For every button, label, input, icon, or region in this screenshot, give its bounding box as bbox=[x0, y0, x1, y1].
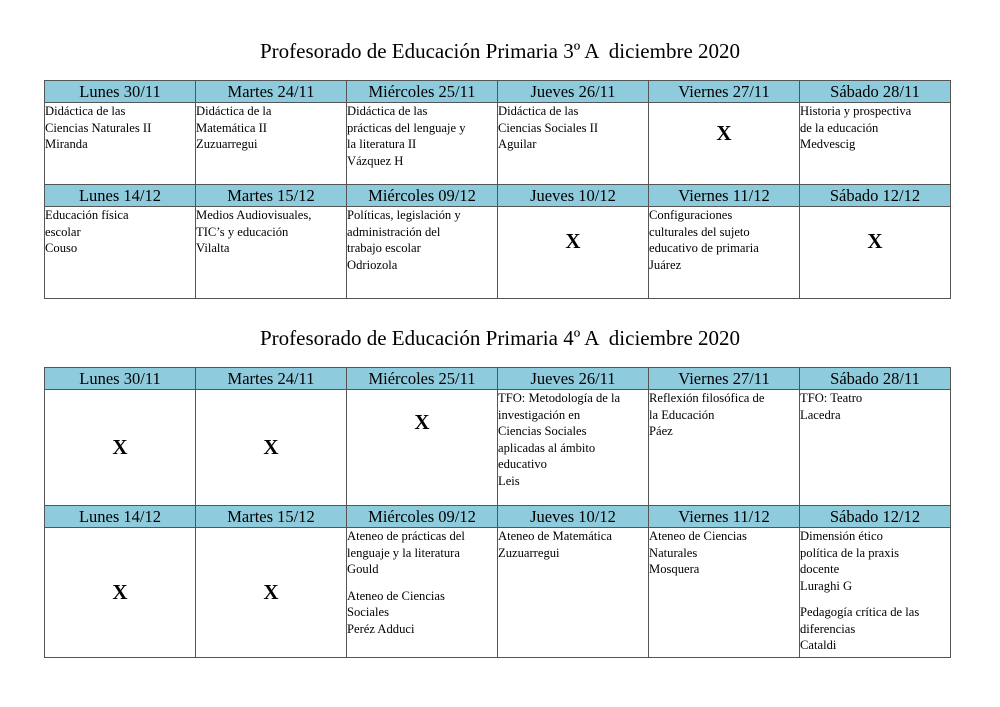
no-class-mark: X bbox=[45, 528, 196, 658]
class-text-line: Ateneo de Ciencias bbox=[649, 529, 747, 543]
class-text-line: aplicadas al ámbito bbox=[498, 440, 596, 455]
class-text-line: Gould bbox=[347, 562, 379, 576]
class-text-line: de la educación bbox=[800, 120, 879, 135]
spacer bbox=[347, 578, 497, 588]
class-text-line: TFO: Metodología de la bbox=[498, 391, 621, 405]
day-header: Viernes 11/12 bbox=[649, 185, 800, 207]
class-text-line: Medvescig bbox=[800, 137, 856, 151]
no-class-mark: X bbox=[800, 207, 951, 299]
class-text-line: Ciencias Naturales II bbox=[45, 120, 152, 135]
class-row bbox=[45, 207, 951, 299]
day-header: Martes 24/11 bbox=[196, 81, 347, 103]
class-cell bbox=[45, 103, 196, 185]
class-text-line: TIC’s y educación bbox=[196, 224, 289, 239]
class-text-line: Didáctica de las bbox=[498, 104, 579, 118]
no-class-mark: X bbox=[649, 103, 800, 185]
class-text-line: Didáctica de las bbox=[45, 104, 126, 118]
day-header: Jueves 10/12 bbox=[498, 506, 649, 528]
class-text-line: trabajo escolar bbox=[347, 241, 421, 255]
day-header-row bbox=[45, 81, 951, 103]
class-text-line: Didáctica de las bbox=[347, 104, 428, 118]
schedule-table-4a bbox=[44, 367, 951, 658]
class-text-line: Ciencias Sociales II bbox=[498, 120, 599, 135]
day-header: Jueves 10/12 bbox=[498, 185, 649, 207]
class-text-line: educativo bbox=[498, 457, 547, 471]
class-text-line: Medios Audiovisuales, bbox=[196, 208, 312, 222]
class-text-line: Sociales bbox=[347, 605, 389, 619]
day-header: Martes 24/11 bbox=[196, 368, 347, 390]
day-header-row bbox=[45, 506, 951, 528]
class-text-line: culturales del sujeto bbox=[649, 224, 750, 239]
class-text-line: Miranda bbox=[45, 137, 88, 151]
class-row bbox=[45, 103, 951, 185]
class-text-line: Matemática II bbox=[196, 120, 267, 135]
day-header: Viernes 11/12 bbox=[649, 506, 800, 528]
day-header: Lunes 30/11 bbox=[45, 81, 196, 103]
class-text-line: Couso bbox=[45, 241, 78, 255]
class-cell bbox=[498, 103, 649, 185]
day-header: Sábado 12/12 bbox=[800, 506, 951, 528]
no-class-mark: X bbox=[498, 207, 649, 299]
day-header: Lunes 14/12 bbox=[45, 506, 196, 528]
class-cell bbox=[649, 207, 800, 299]
no-class-mark: X bbox=[45, 390, 196, 506]
class-cell bbox=[498, 528, 649, 658]
schedule-title-3a: Profesorado de Educación Primaria 3º A diciembre 2020 bbox=[259, 39, 741, 63]
class-text-line: Educación física bbox=[45, 208, 129, 222]
no-class-mark: X bbox=[196, 528, 347, 658]
schedule-table-3a bbox=[44, 80, 951, 299]
day-header: Sábado 28/11 bbox=[800, 368, 951, 390]
class-text-line: Dimensión ético bbox=[800, 529, 883, 543]
class-text-line: Ateneo de Matemática bbox=[498, 529, 612, 543]
class-text-line: educativo de primaria bbox=[649, 241, 759, 255]
day-header: Martes 15/12 bbox=[196, 506, 347, 528]
no-class-mark: X bbox=[196, 390, 347, 506]
day-header: Miércoles 09/12 bbox=[347, 506, 498, 528]
class-cell bbox=[800, 528, 951, 658]
class-cell bbox=[347, 103, 498, 185]
class-text-line: docente bbox=[800, 562, 840, 576]
class-text-line: diferencias bbox=[800, 621, 856, 636]
class-text-line: política de la praxis bbox=[800, 545, 899, 560]
class-text-line: Cataldi bbox=[800, 638, 837, 652]
class-text-line: Odriozola bbox=[347, 257, 398, 272]
class-text-line: Zuzuarregui bbox=[196, 137, 258, 151]
class-text-line: Naturales bbox=[649, 545, 698, 560]
day-header: Viernes 27/11 bbox=[649, 368, 800, 390]
class-cell bbox=[347, 528, 498, 658]
class-text-line: Políticas, legislación y bbox=[347, 208, 461, 222]
day-header-row bbox=[45, 368, 951, 390]
class-text-line: Aguilar bbox=[498, 137, 537, 151]
class-text-line: Ateneo de Ciencias bbox=[347, 588, 445, 603]
day-header: Sábado 28/11 bbox=[800, 81, 951, 103]
day-header: Jueves 26/11 bbox=[498, 81, 649, 103]
class-cell bbox=[800, 390, 951, 506]
schedule-title-4a: Profesorado de Educación Primaria 4º A diciembre 2020 bbox=[259, 326, 741, 350]
day-header: Miércoles 09/12 bbox=[347, 185, 498, 207]
day-header: Jueves 26/11 bbox=[498, 368, 649, 390]
class-text-line: lenguaje y la literatura bbox=[347, 545, 460, 560]
day-header: Miércoles 25/11 bbox=[347, 81, 498, 103]
class-cell bbox=[347, 207, 498, 299]
day-header-row bbox=[45, 185, 951, 207]
class-text-line: Reflexión filosófica de bbox=[649, 391, 765, 405]
class-cell bbox=[196, 103, 347, 185]
class-text-line: Peréz Adduci bbox=[347, 621, 415, 636]
class-text-line: Pedagogía crítica de las bbox=[800, 605, 920, 619]
class-row bbox=[45, 528, 951, 658]
class-text-line: Ciencias Sociales bbox=[498, 424, 587, 438]
class-text-line: Vázquez H bbox=[347, 153, 404, 168]
class-row bbox=[45, 390, 951, 506]
class-text-line: Configuraciones bbox=[649, 208, 733, 222]
class-text-line: administración del bbox=[347, 224, 441, 239]
class-text-line: prácticas del lenguaje y bbox=[347, 120, 466, 135]
day-header: Martes 15/12 bbox=[196, 185, 347, 207]
class-text-line: TFO: Teatro bbox=[800, 391, 863, 405]
class-text-line: Juárez bbox=[649, 257, 682, 272]
class-text-line: Vilalta bbox=[196, 241, 230, 255]
class-cell bbox=[649, 528, 800, 658]
class-text-line: investigación en bbox=[498, 407, 581, 422]
class-text-line: Ateneo de prácticas del bbox=[347, 529, 465, 543]
class-text-line: Didáctica de la bbox=[196, 104, 272, 118]
day-header: Lunes 14/12 bbox=[45, 185, 196, 207]
class-cell bbox=[45, 207, 196, 299]
class-text-line: la Educación bbox=[649, 407, 715, 422]
class-text-line: Luraghi G bbox=[800, 578, 853, 593]
no-class-mark: X bbox=[347, 390, 498, 506]
day-header: Lunes 30/11 bbox=[45, 368, 196, 390]
class-cell bbox=[498, 390, 649, 506]
day-header: Miércoles 25/11 bbox=[347, 368, 498, 390]
class-text-line: Páez bbox=[649, 424, 673, 438]
class-text-line: Lacedra bbox=[800, 407, 841, 422]
class-text-line: Leis bbox=[498, 473, 520, 488]
spacer bbox=[800, 594, 950, 604]
class-cell bbox=[649, 390, 800, 506]
class-text-line: Zuzuarregui bbox=[498, 545, 560, 560]
day-header: Viernes 27/11 bbox=[649, 81, 800, 103]
class-cell bbox=[800, 103, 951, 185]
class-text-line: escolar bbox=[45, 224, 81, 239]
class-text-line: la literatura II bbox=[347, 137, 417, 151]
day-header: Sábado 12/12 bbox=[800, 185, 951, 207]
class-text-line: Mosquera bbox=[649, 562, 700, 576]
class-cell bbox=[196, 207, 347, 299]
class-text-line: Historia y prospectiva bbox=[800, 104, 912, 118]
